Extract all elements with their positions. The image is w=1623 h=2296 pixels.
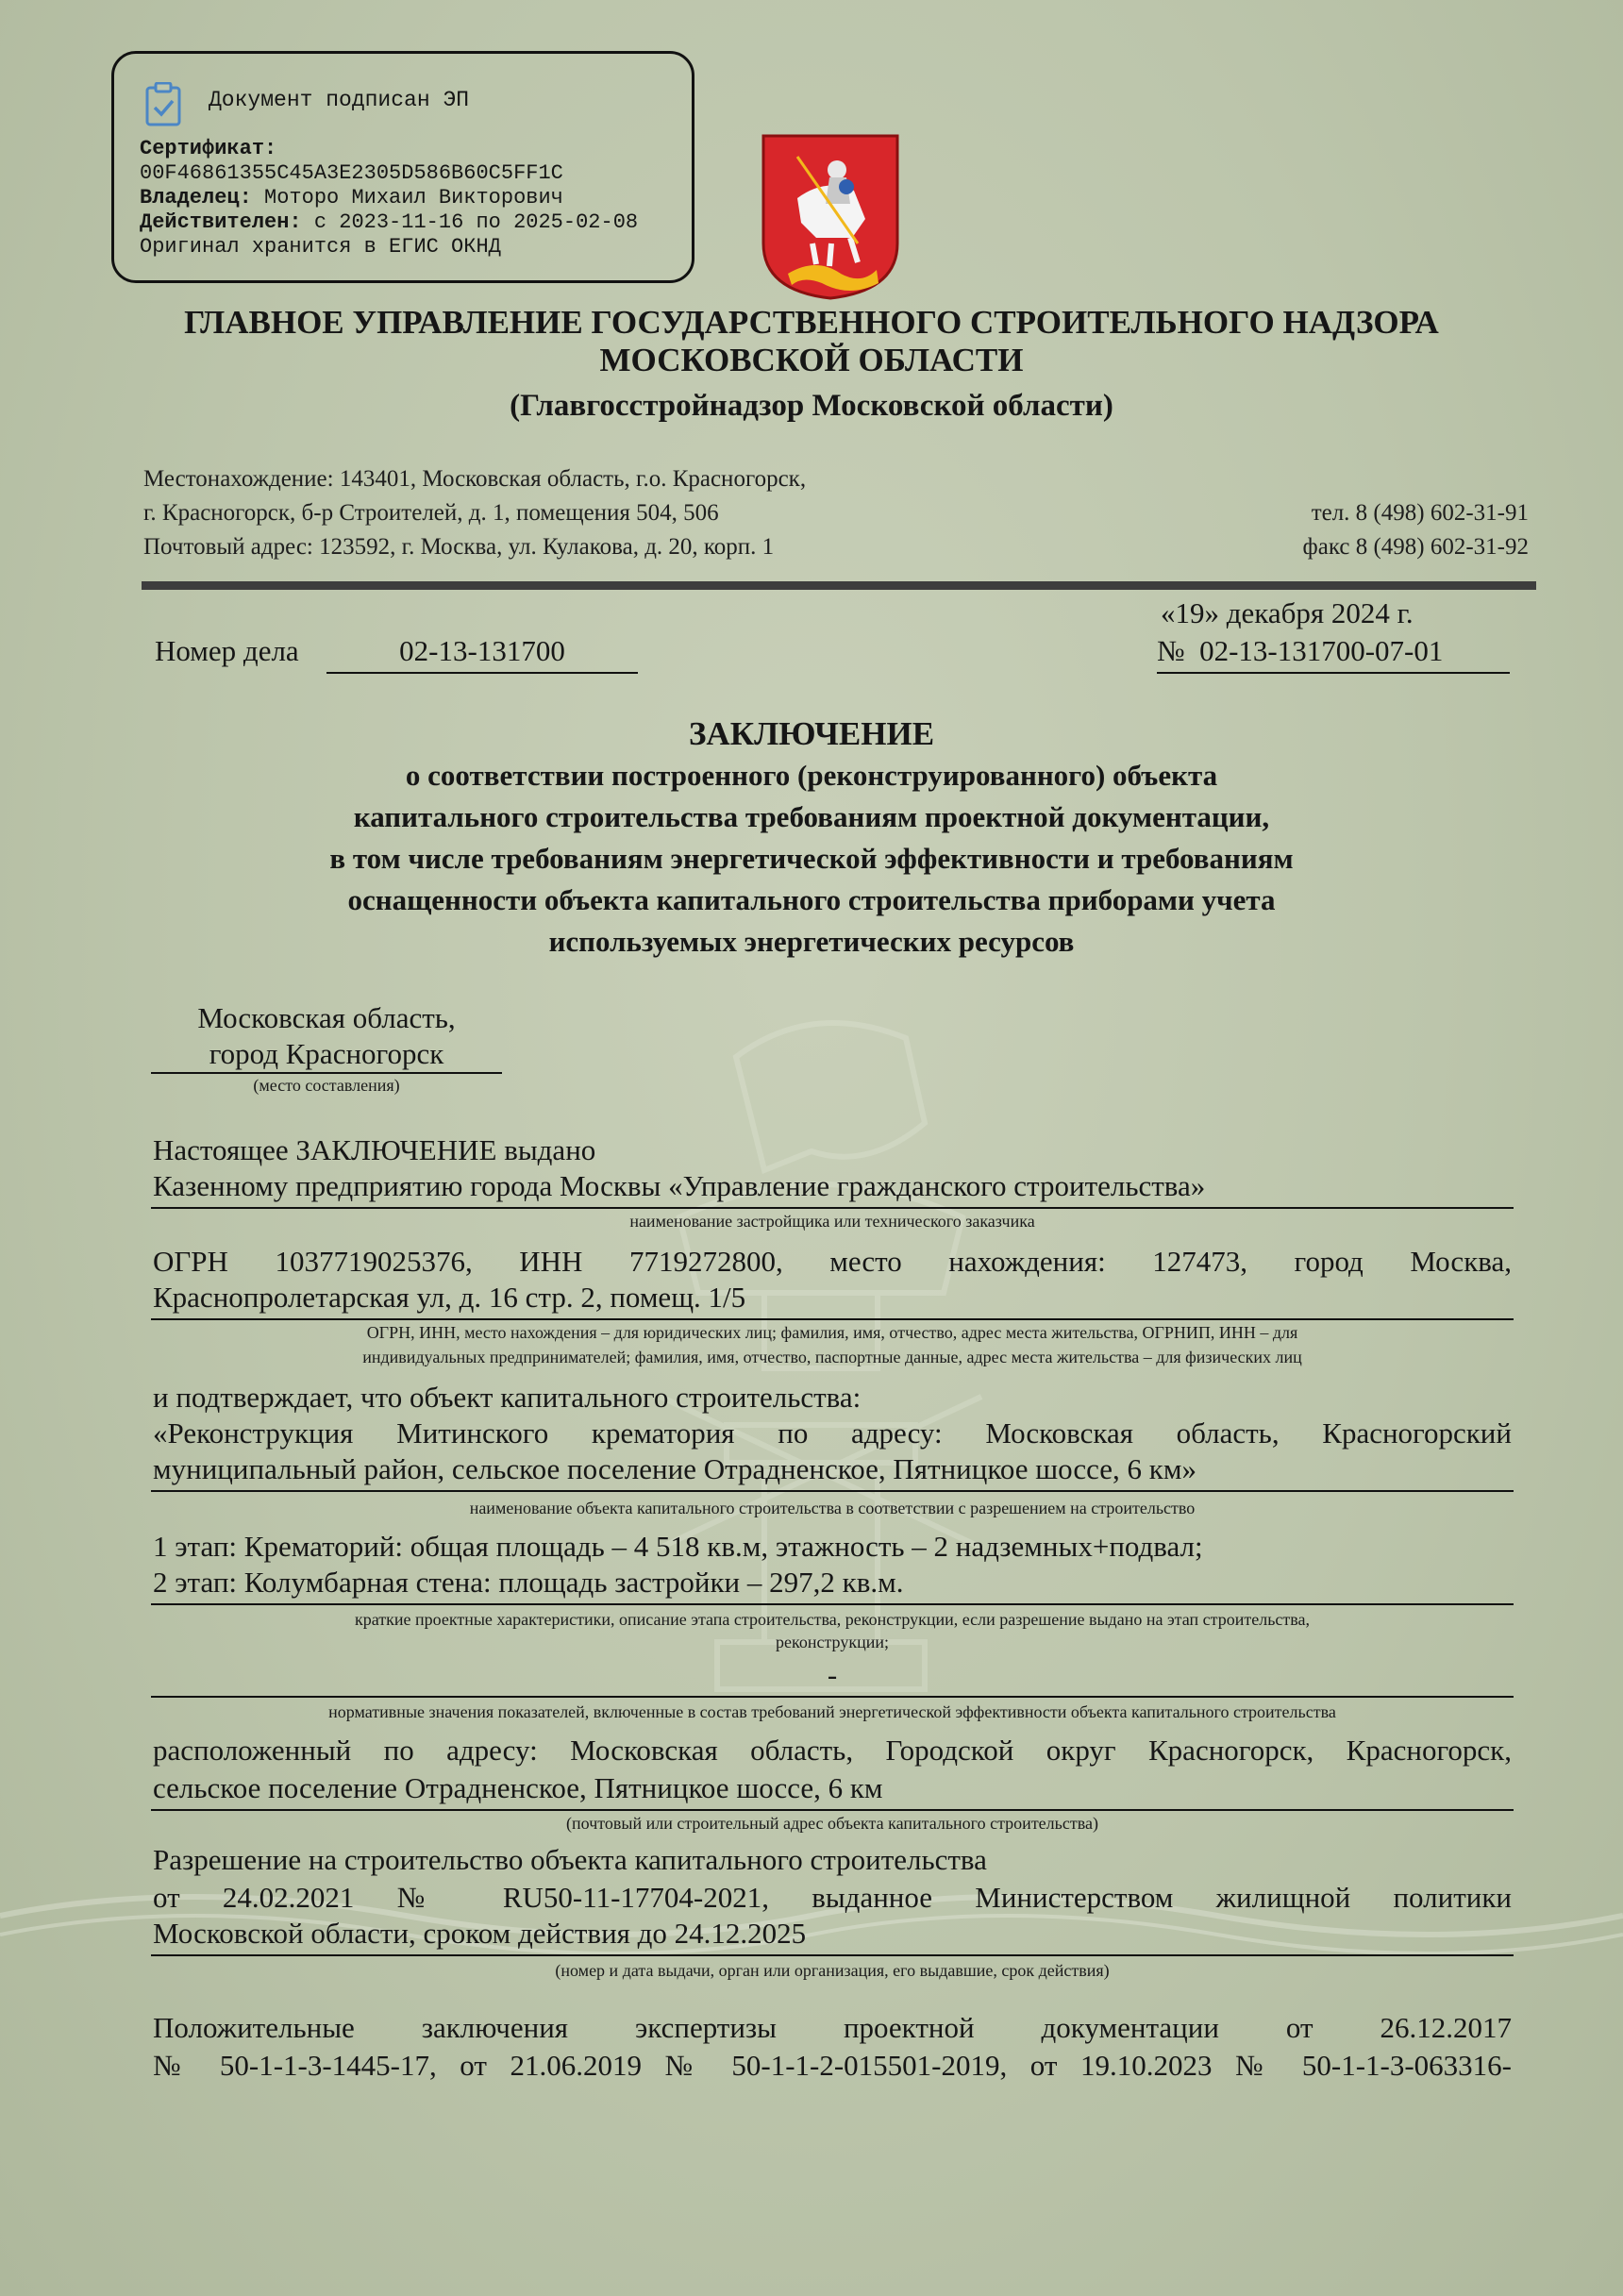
document-title <box>0 713 1623 963</box>
cert-value: 00F46861355C45A3E2305D586B60C5FF1C <box>140 161 563 185</box>
title-line2: капитального строительства требованиям проектной документации, <box>353 800 1270 833</box>
permit-line2: от 24.02.2021 № RU50-11-17704-2021, выданное Министерством жилищной политики <box>153 1881 1512 1914</box>
valid-value: с 2023-11-16 по 2025-02-08 <box>301 210 639 234</box>
recipient-ogrn-line2: Краснопролетарская ул, д. 16 стр. 2, помещ. 1/5 <box>153 1281 746 1314</box>
stamp-title: Документ подписан ЭП <box>209 88 470 112</box>
issued-intro: Настоящее ЗАКЛЮЧЕНИЕ выдано <box>153 1133 596 1166</box>
moscow-oblast-coat-of-arms <box>760 132 901 302</box>
case-label: Номер дела <box>155 634 299 667</box>
location-caption: (почтовый или строительный адрес объекта капитального строительства) <box>566 1814 1098 1833</box>
place-caption: (место составления) <box>253 1076 400 1095</box>
title-line3: в том числе требованиям энергетической эффективности и требованиям <box>329 842 1294 875</box>
signature-clipboard-icon <box>144 82 182 127</box>
recipient-name: Казенному предприятию города Москвы «Управление гражданского строительства» <box>153 1169 1206 1202</box>
title-line5: используемых энергетических ресурсов <box>548 925 1075 958</box>
object-name-caption: наименование объекта капитального строительства в соответствии с разрешением на строительство <box>469 1499 1196 1517</box>
recipient-underline <box>151 1207 1514 1209</box>
address-line2: г. Красногорск, б-р Строителей, д. 1, помещения 504, 506 <box>143 500 719 526</box>
energy-underline <box>151 1696 1514 1698</box>
ogrn-caption-line1: ОГРН, ИНН, место нахождения – для юридических лиц; фамилия, имя, отчество, адрес места жительства, ОГРНИП, ИНН – для <box>366 1323 1298 1342</box>
owner-label: Владелец: <box>140 186 252 209</box>
permit-caption: (номер и дата выдачи, орган или организация, его выдавшие, срок действия) <box>555 1961 1110 1980</box>
permit-underline <box>151 1954 1514 1956</box>
address-line1: Местонахождение: 143401, Московская область, г.о. Красногорск, <box>143 466 807 492</box>
stage-caption-line2: реконструкции; <box>776 1633 889 1651</box>
document-number: № 02-13-131700-07-01 <box>1157 634 1510 674</box>
location-underline <box>151 1809 1514 1811</box>
cert-label: Сертификат: <box>140 137 277 160</box>
expertise-line2: № 50-1-1-3-1445-17, от 21.06.2019 № 50-1-1-2-015501-2019, от 19.10.2023 № 50-1-1-3-063316- <box>153 2049 1512 2082</box>
valid-label: Действителен: <box>140 210 302 234</box>
stages-underline <box>151 1603 1514 1605</box>
place-of-issue <box>151 1000 502 1097</box>
expertise-line1: Положительные заключения экспертизы проектной документации от 26.12.2017 <box>153 2011 1512 2044</box>
phone: тел. 8 (498) 602-31-91 <box>1311 500 1529 526</box>
title-line4: оснащенности объекта капитального строительства приборами учета <box>347 883 1276 916</box>
document-date: «19» декабря 2024 г. <box>1161 596 1414 629</box>
ogrn-caption-line2: индивидуальных предпринимателей; фамилия, имя, отчество, паспортные данные, адрес места жительства – для физических лиц <box>362 1348 1302 1366</box>
stage-caption-line1: краткие проектные характеристики, описание этапа строительства, реконструкции, если разрешение выдано на этап строительства, <box>354 1610 1311 1629</box>
org-address <box>143 462 806 564</box>
stamp-details <box>140 137 638 260</box>
org-name-line2: МОСКОВСКОЙ ОБЛАСТИ <box>599 342 1024 378</box>
location-line1: расположенный по адресу: Московская область, Городской округ Красногорск, Красногорск, <box>153 1734 1512 1767</box>
place-line2: город Красногорск <box>151 1036 502 1074</box>
object-name-underline <box>151 1490 1514 1492</box>
title-heading: ЗАКЛЮЧЕНИЕ <box>688 715 935 752</box>
energy-value: - <box>827 1658 838 1691</box>
stage2-description: 2 этап: Колумбарная стена: площадь застройки – 297,2 кв.м. <box>153 1566 904 1599</box>
object-name-line1: «Реконструкция Митинского крематория по адресу: Московская область, Красногорский <box>153 1416 1512 1450</box>
header-divider <box>142 581 1536 590</box>
owner-value: Моторо Михаил Викторович <box>251 186 563 209</box>
recipient-caption: наименование застройщика или технического заказчика <box>629 1212 1035 1231</box>
object-name-line2: муниципальный район, сельское поселение Отрадненское, Пятницкое шоссе, 6 км» <box>153 1452 1196 1485</box>
address-line3: Почтовый адрес: 123592, г. Москва, ул. Кулакова, д. 20, корп. 1 <box>143 534 775 560</box>
recipient-ogrn-line1: ОГРН 1037719025376, ИНН 7719272800, место нахождения: 127473, город Москва, <box>153 1245 1512 1278</box>
location-line2: сельское поселение Отрадненское, Пятницкое шоссе, 6 км <box>153 1771 883 1804</box>
case-number: 02-13-131700 <box>326 634 638 674</box>
org-short-name: (Главгосстройнадзор Московской области) <box>510 389 1113 423</box>
ogrn-underline <box>151 1318 1514 1320</box>
org-contacts <box>1180 496 1529 564</box>
object-confirm: и подтверждает, что объект капитального строительства: <box>153 1381 862 1414</box>
org-name-line1: ГЛАВНОЕ УПРАВЛЕНИЕ ГОСУДАРСТВЕННОГО СТРОИТЕЛЬНОГО НАДЗОРА <box>184 304 1439 341</box>
fax: факс 8 (498) 602-31-92 <box>1302 534 1529 560</box>
energy-caption: нормативные значения показателей, включенные в состав требований энергетической эффективности объекта капитального строительства <box>328 1702 1336 1721</box>
permit-line3: Московской области, сроком действия до 24.12.2025 <box>153 1917 807 1950</box>
e-signature-stamp <box>111 51 694 283</box>
place-line1: Московская область, <box>197 1001 456 1034</box>
storage-note: Оригинал хранится в ЕГИС ОКНД <box>140 235 501 259</box>
permit-line1: Разрешение на строительство объекта капитального строительства <box>153 1843 987 1876</box>
title-line1: о соответствии построенного (реконструированного) объекта <box>405 759 1218 792</box>
stage1-description: 1 этап: Крематорий: общая площадь – 4 518 кв.м, этажность – 2 надземных+подвал; <box>153 1530 1203 1563</box>
